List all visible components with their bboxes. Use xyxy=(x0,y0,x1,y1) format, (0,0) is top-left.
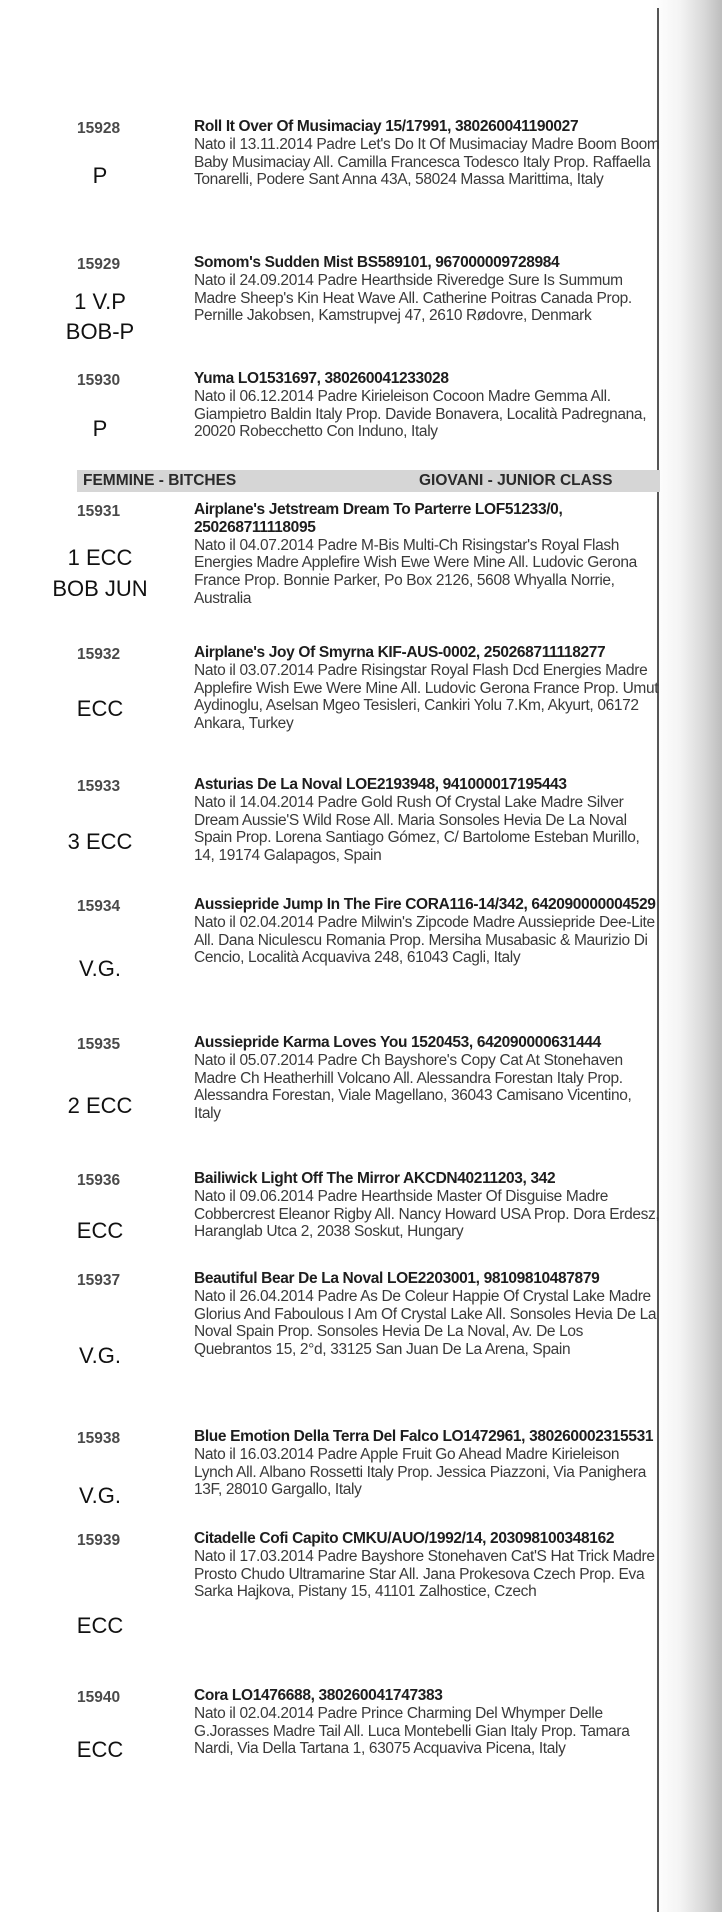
entry-grade: ECC xyxy=(76,1218,124,1243)
entry-grade: ECC xyxy=(76,1613,124,1638)
section-header xyxy=(77,470,660,492)
entry-description: Nato il 02.04.2014 Padre Prince Charming Del Whymper Delle G.Jorasses Madre Tail All. Luca Montebelli Gian Italy Prop. Tamara Nardi, Via Della Tartana 1, 63075 Acquaviva Picena, Italy xyxy=(194,1704,630,1758)
entry-grade: BOB JUN xyxy=(52,576,148,601)
entry-grade: 2 ECC xyxy=(67,1093,133,1118)
page-edge-shadow xyxy=(652,0,722,1912)
entry-number: 15937 xyxy=(77,1272,121,1289)
entry-number: 15932 xyxy=(77,646,121,663)
entry-number: 15940 xyxy=(77,1689,121,1706)
entry-grade: P xyxy=(92,163,108,188)
entry-title: Aussiepride Karma Loves You 1520453, 642090000631444 xyxy=(194,1034,601,1051)
entry-title: Airplane's Joy Of Smyrna KIF-AUS-0002, 250268711118277 xyxy=(194,644,606,661)
entry-title: Asturias De La Noval LOE2193948, 941000017195443 xyxy=(194,776,567,793)
entry-number: 15931 xyxy=(77,503,121,520)
entry-grade: V.G. xyxy=(79,1343,121,1368)
entry-text xyxy=(194,1270,660,1359)
entry-text xyxy=(194,776,660,865)
entry-title: Beautiful Bear De La Noval LOE2203001, 98109810487879 xyxy=(194,1270,600,1287)
entry-number: 15935 xyxy=(77,1036,121,1053)
entry-description: Nato il 26.04.2014 Padre As De Coleur Happie Of Crystal Lake Madre Glorius And Faboulous I Am Of Crystal Lake All. Sonsoles Hevia De La Noval Spain Prop. Sonsoles Hevia De La Noval, Av. De Los Quebrantos 15, 2°d, 33125 San Juan De La Arena, Spain xyxy=(194,1287,657,1359)
entry-grade: 1 ECC xyxy=(67,545,133,570)
entry-text xyxy=(194,118,660,189)
entry-title: Bailiwick Light Off The Mirror AKCDN40211203, 342 xyxy=(194,1170,556,1187)
entry-description: Nato il 09.06.2014 Padre Hearthside Master Of Disguise Madre Cobbercrest Eleanor Rigby All. Nancy Howard USA Prop. Dora Erdesz, Haranglab Utca 2, 2038 Soskut, Hungary xyxy=(194,1187,660,1241)
entry-title: Aussiepride Jump In The Fire CORA116-14/342, 642090000004529 xyxy=(194,896,656,913)
section-title-left: FEMMINE - BITCHES xyxy=(83,472,237,489)
entry-text xyxy=(194,501,660,608)
entry-grade: 1 V.P xyxy=(74,289,126,314)
entry-description: Nato il 16.03.2014 Padre Apple Fruit Go Ahead Madre Kirieleison Lynch All. Albano Rossetti Italy Prop. Jessica Piazzoni, Via Panighera 13F, 28010 Gargallo, Italy xyxy=(194,1445,646,1499)
entry-text xyxy=(194,254,660,325)
entry-title: Airplane's Jetstream Dream To Parterre LOF51233/0, 250268711118095 xyxy=(194,501,563,536)
entry-grade: V.G. xyxy=(79,956,121,981)
entry-description: Nato il 03.07.2014 Padre Risingstar Royal Flash Dcd Energies Madre Applefire Wish Ewe Were Mine All. Ludovic Gerona France Prop. Umut Aydinoglu, Aselsan Mgeo Tesisleri, Cankiri Yolu 7.Km, Akyurt, 06172 Ankara, Turkey xyxy=(194,661,659,733)
entry-number: 15939 xyxy=(77,1532,121,1549)
entry-title: Blue Emotion Della Terra Del Falco LO1472961, 380260002315531 xyxy=(194,1428,654,1445)
entry-description: Nato il 24.09.2014 Padre Hearthside Riveredge Sure Is Summum Madre Sheep's Kin Heat Wave All. Catherine Poitras Canada Prop. Pernille Jakobsen, Kamstrupvej 47, 2610 Rødovre, Denmark xyxy=(194,271,632,325)
entry-description: Nato il 02.04.2014 Padre Milwin's Zipcode Madre Aussiepride Dee-Lite All. Dana Niculescu Romania Prop. Mersiha Musabasic & Maurizio Di Cencio, Località Acquaviva 248, 61043 Cagli, Italy xyxy=(194,913,655,967)
entry-number: 15934 xyxy=(77,898,121,915)
entry-grade: P xyxy=(92,416,108,441)
entry-grade: BOB-P xyxy=(65,319,135,344)
entry-number: 15930 xyxy=(77,372,121,389)
entry-title: Roll It Over Of Musimaciay 15/17991, 380260041190027 xyxy=(194,118,579,135)
entry-description: Nato il 17.03.2014 Padre Bayshore Stonehaven Cat'S Hat Trick Madre Prosto Chudo Ultramarine Star All. Jana Prokesova Czech Prop. Eva Sarka Hajkova, Pistany 15, 41101 Zalhostice, Czech xyxy=(194,1547,655,1601)
entry-text xyxy=(194,1034,660,1123)
entry-text xyxy=(194,1170,660,1241)
entry-number: 15929 xyxy=(77,256,121,273)
entry-number: 15936 xyxy=(77,1172,121,1189)
entry-grade: ECC xyxy=(76,1737,124,1762)
entry-grade: 3 ECC xyxy=(67,829,133,854)
entry-text xyxy=(194,1687,660,1758)
entry-description: Nato il 05.07.2014 Padre Ch Bayshore's Copy Cat At Stonehaven Madre Ch Heatherhill Volcano All. Alessandra Forestan Italy Prop. Alessandra Forestan, Viale Magellano, 36043 Camisano Vicentino, Italy xyxy=(194,1051,632,1123)
entry-text xyxy=(194,896,660,967)
entry-title: Citadelle Cofi Capito CMKU/AUO/1992/14, 203098100348162 xyxy=(194,1530,615,1547)
entry-grade: V.G. xyxy=(79,1483,121,1508)
entry-title: Somom's Sudden Mist BS589101, 967000009728984 xyxy=(194,254,560,271)
entry-title: Cora LO1476688, 380260041747383 xyxy=(194,1687,443,1704)
entry-description: Nato il 13.11.2014 Padre Let's Do It Of Musimaciay Madre Boom Boom Baby Musimaciay All. Camilla Francesca Todesco Italy Prop. Raffaella Tonarelli, Podere Sant Anna 43A, 58024 Massa Marittima, Italy xyxy=(194,135,660,189)
entry-text xyxy=(194,370,660,441)
entry-description: Nato il 06.12.2014 Padre Kirieleison Cocoon Madre Gemma All. Giampietro Baldin Italy Prop. Davide Bonavera, Località Padregnana, 20020 Robecchetto Con Induno, Italy xyxy=(194,387,647,441)
entry-text xyxy=(194,1530,660,1601)
entry-description: Nato il 04.07.2014 Padre M-Bis Multi-Ch Risingstar's Royal Flash Energies Madre Applefire Wish Ewe Were Mine All. Ludovic Gerona France Prop. Bonnie Parker, Po Box 2126, 5608 Whyalla Norrie, Australia xyxy=(194,536,637,607)
section-title-right: GIOVANI - JUNIOR CLASS xyxy=(419,472,613,489)
entry-description: Nato il 14.04.2014 Padre Gold Rush Of Crystal Lake Madre Silver Dream Aussie'S Wild Rose All. Maria Sonsoles Hevia De La Noval Spain Prop. Lorena Santiago Gómez, C/ Bartolome Esteban Murillo, 14, 19174 Galapagos, Spain xyxy=(194,793,640,865)
entry-number: 15928 xyxy=(77,120,121,137)
entry-text xyxy=(194,1428,660,1499)
entry-title: Yuma LO1531697, 380260041233028 xyxy=(194,370,449,387)
entry-number: 15938 xyxy=(77,1430,121,1447)
entry-grade: ECC xyxy=(76,696,124,721)
entry-number: 15933 xyxy=(77,778,121,795)
entry-text xyxy=(194,644,660,733)
